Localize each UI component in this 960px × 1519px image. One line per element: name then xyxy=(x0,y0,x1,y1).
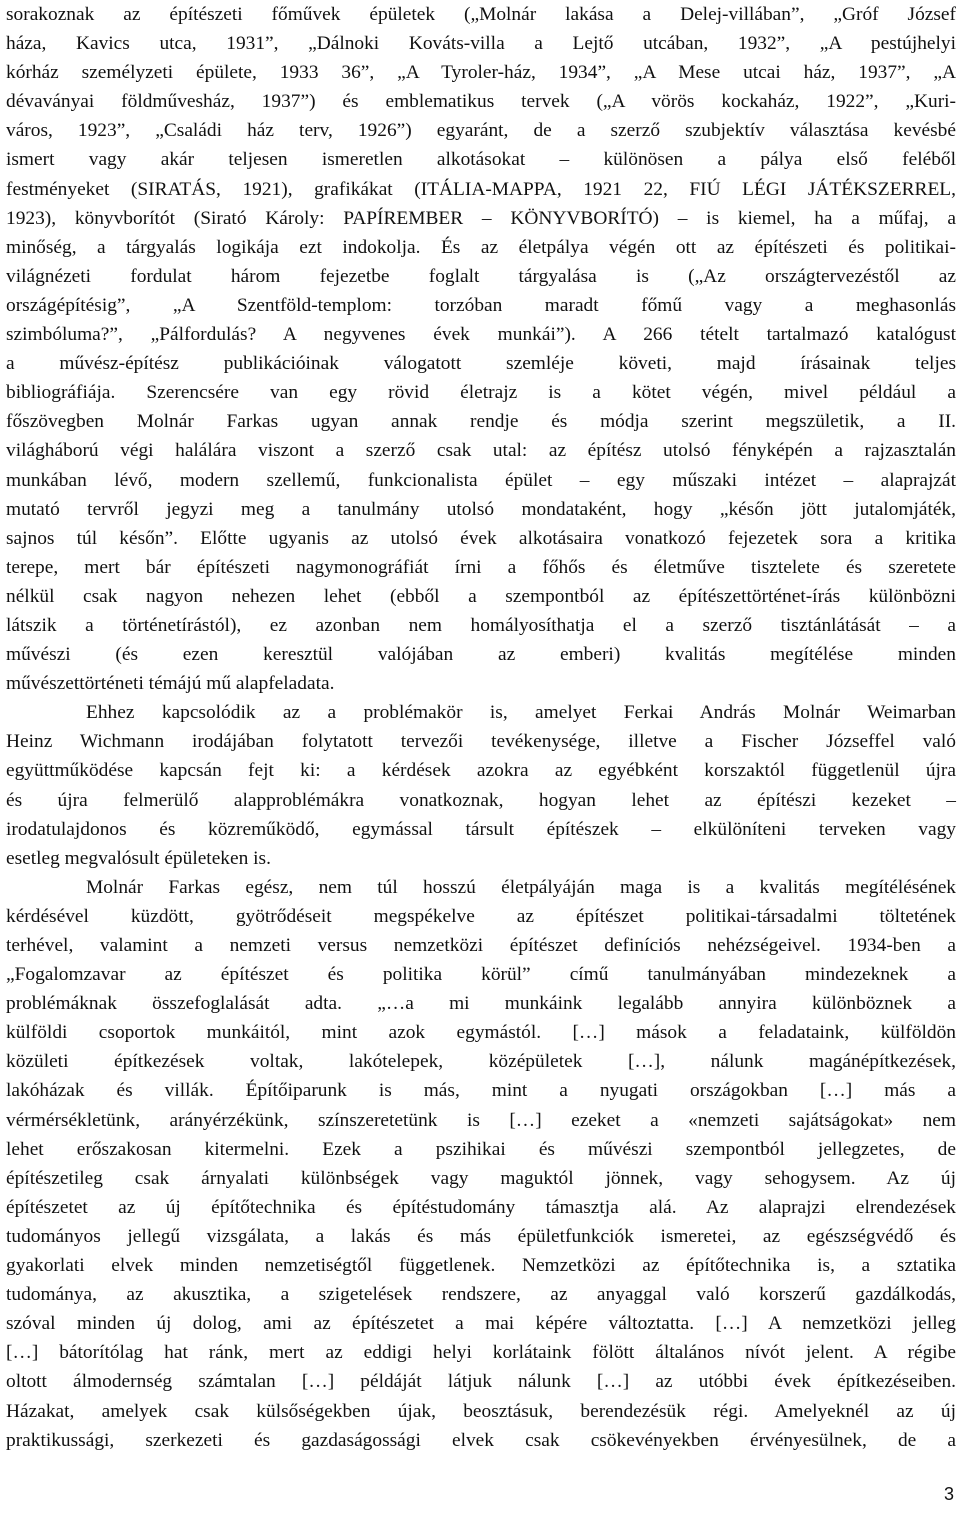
text-line: háza, Kavics utca, 1931”, „Dálnoki Kováts-villa a Lejtő utcában, 1932”, „A pestújhelyi xyxy=(6,33,956,55)
text-line: művészi (és ezen keresztül valójában az emberi) kvalitás megítélése minden xyxy=(6,644,956,666)
text-line: kérdésével küzdött, gyötrődéseit megspékelve az építészet politikai-társadalmi töltetének xyxy=(6,905,956,927)
text-line: oltott álmodernség számtalan […] példáját látjuk nálunk […] az utóbbi évek építkezéseiben. xyxy=(6,1371,956,1393)
text-line: kórház személyzeti épülete, 1933 36”, „A Tyroler-ház, 1934”, „A Mese utcai ház, 1937”, „A xyxy=(6,62,956,84)
text-line: nélkül csak nagyon nehezen lehet (ebből a szempontból az építészettörténet-írás különbözni xyxy=(6,585,956,607)
text-line: város, 1923”, „Családi ház terv, 1926”) egyaránt, de a szerző szubjektív választása kevésbé xyxy=(6,120,956,142)
text-line: tudománya, az akusztika, a szigetelések rendszere, az anyaggal való korszerű gazdálkodás, xyxy=(6,1284,956,1306)
text-line: mutató tervről jegyzi meg a tanulmány utolsó mondataként, hogy „későn jött jutalomjáték, xyxy=(6,498,956,520)
text-line: világnézeti fordulat három fejezetbe foglalt tárgyalása is („Az országtervezéstől az xyxy=(6,265,956,287)
document-body xyxy=(6,0,956,1455)
text-line: közületi építkezések voltak, lakótelepek, középületek […], nálunk magánépítkezések, xyxy=(6,1051,956,1073)
text-line: együttműködése kapcsán fejt ki: a kérdések azokra az egyébként korszaktól függetlenül újra xyxy=(6,760,956,782)
text-line: Heinz Wichmann irodájában folytatott tervezői tevékenysége, illetve a Fischer Józseffel való xyxy=(6,731,956,753)
paragraph-start-line: Molnár Farkas egész, nem túl hosszú életpályáján maga is a kvalitás megítélésének xyxy=(86,876,956,898)
text-line: szimbóluma?”, „Pálfordulás? A negyvenes évek munkái”). A 266 tételt tartalmazó katalógust xyxy=(6,324,956,346)
text-line: külföldi csoportok munkáitól, mint azok egymástól. […] mások a feladataink, külföldön xyxy=(6,1022,956,1044)
text-line: világháború végi halálára viszont a szerző csak utal: az építész utolsó fényképén a rajzasztalán xyxy=(6,440,956,462)
text-line: lakóházak és villák. Építőiparunk is más, mint a nyugati országokban […] más a xyxy=(6,1080,956,1102)
text-line: […] bátorítólag hat ránk, mert az eddigi helyi korlátaink fölött általános nívót jelent. A régibe xyxy=(6,1342,956,1364)
text-line: lehet erőszakosan kitermelni. Ezek a pszihikai és művészi szempontból jellegzetes, de xyxy=(6,1138,956,1160)
text-line: terepe, mert bár építészeti nagymonográfiát írni a főhős és életműve tisztelete és szeretete xyxy=(6,556,956,578)
text-line: festményeket (SIRATÁS, 1921), grafikákat (ITÁLIA-MAPPA, 1921 22, FIÚ LÉGI JÁTÉKSZERREL, xyxy=(6,178,956,200)
page-number: 3 xyxy=(943,1484,954,1504)
text-line: a művész-építész publikációinak válogatott szemléje követi, majd írásainak teljes xyxy=(6,353,956,375)
text-line: munkában lévő, modern szellemű, funkcionalista épület – egy műszaki intézet – alaprajzát xyxy=(6,469,956,491)
text-line: 1923), könyvborítót (Sirató Károly: PAPÍREMBER – KÖNYVBORÍTÓ) – is kiemel, ha a műfaj, a xyxy=(6,207,956,229)
text-line: praktikussági, szerkezeti és gazdaságossági elvek csak csökevényekben érvényesülnek, de a xyxy=(6,1429,956,1451)
text-line: Házakat, amelyek csak külsőségekben újak, beosztásuk, berendezésük régi. Amelyeknél az új xyxy=(6,1400,956,1422)
text-line: építészetileg csak árnyalati különbségek vagy maguktól jönnek, vagy sehogysem. Az új xyxy=(6,1167,956,1189)
text-line: bibliográfiája. Szerencsére van egy rövid életrajz is a kötet végén, mivel például a xyxy=(6,382,956,404)
text-line: dévaványai földművesház, 1937”) és emblematikus tervek („A vörös kockaház, 1922”, „Kuri- xyxy=(6,91,956,113)
text-line: főszövegben Molnár Farkas ugyan annak rendje és módja szerint megszületik, a II. xyxy=(6,411,956,433)
text-line: vérmérsékletünk, arányérzékünk, színszeretetünk is […] ezeket a «nemzeti sajátságokat» nem xyxy=(6,1109,956,1131)
text-line: minőség, a tárgyalás logikája ezt indokolja. És az életpálya végén ott az építészeti és politikai- xyxy=(6,236,956,258)
text-line: szóval minden új dolog, ami az építészetet a mai képére változtatta. […] A nemzetközi jelleg xyxy=(6,1313,956,1335)
text-line: építészetet az új építőtechnika és építéstudomány támasztja alá. Az alaprajzi elrendezések xyxy=(6,1196,956,1218)
text-line: irodatulajdonos és közreműködő, egymással társult építészek – elkülöníteni terveken vagy xyxy=(6,818,956,840)
text-line: problémáknak összefoglalását adta. „…a mi munkáink legalább annyira különböznek a xyxy=(6,993,956,1015)
text-line: tudományos jellegű vizsgálata, a lakás és más épületfunkciók ismeretei, az egészségvédő és xyxy=(6,1225,956,1247)
text-line: sajnos túl későn”. Előtte ugyanis az utolsó évek alkotásaira vonatkozó fejezetek sora a kritika xyxy=(6,527,956,549)
text-line: és újra felmerülő alapproblémákra vonatkoznak, hogyan lehet az építészi kezeket – xyxy=(6,789,956,811)
text-line: „Fogalomzavar az építészet és politika körül” című tanulmányában mindezeknek a xyxy=(6,964,956,986)
text-line: országépítésig”, „A Szentföld-templom: torzóban maradt főmű vagy a meghasonlás xyxy=(6,294,956,316)
text-line: terhével, valamint a nemzeti versus nemzetközi építészet definíciós nehézségeivel. 1934-ben a xyxy=(6,935,956,956)
paragraph-end-line: művészettörténeti témájú mű alapfeladata. xyxy=(6,673,335,695)
paragraph-start-line: Ehhez kapcsolódik az a problémakör is, amelyet Ferkai András Molnár Weimarban xyxy=(86,702,956,724)
text-line: sorakoznak az építészeti főművek épületek („Molnár lakása a Delej-villában”, „Gróf József xyxy=(6,4,956,25)
text-line: ismert vagy akár teljesen ismeretlen alkotásokat – különösen a pálya első feléből xyxy=(6,149,956,171)
text-line: gyakorlati elvek minden nemzetiségtől függetlenek. Nemzetközi az építőtechnika is, a sztatika xyxy=(6,1255,956,1277)
paragraph-end-line: esetleg megvalósult épületeken is. xyxy=(6,847,271,869)
text-line: látszik a történetírástól), ez azonban nem homályosíthatja el a szerző tisztánlátását – a xyxy=(6,614,956,636)
